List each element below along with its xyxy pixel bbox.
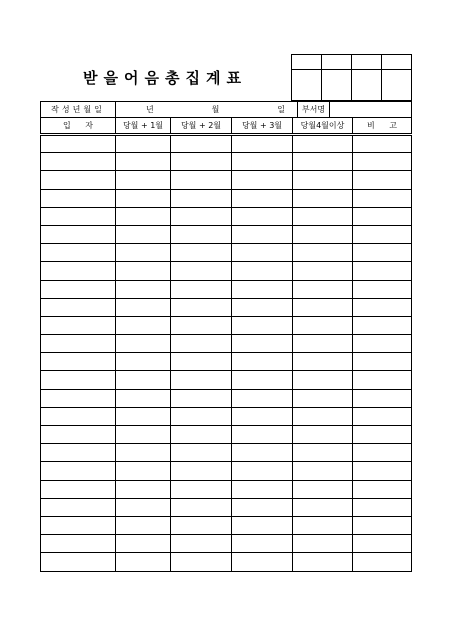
table-cell[interactable] — [232, 553, 293, 571]
table-cell[interactable] — [41, 225, 116, 243]
table-cell[interactable] — [353, 462, 412, 480]
table-row — [41, 480, 412, 498]
table-cell[interactable] — [353, 244, 412, 262]
column-header-month2: 당월 + 2월 — [171, 118, 232, 135]
table-cell[interactable] — [293, 244, 353, 262]
table-cell[interactable] — [171, 426, 232, 444]
table-cell[interactable] — [293, 225, 353, 243]
table-cell[interactable] — [293, 316, 353, 334]
table-cell[interactable] — [116, 262, 171, 280]
table-cell[interactable] — [171, 353, 232, 371]
table-cell[interactable] — [116, 171, 171, 189]
table-cell[interactable] — [353, 480, 412, 498]
table-cell[interactable] — [116, 280, 171, 298]
approval-sign-cell[interactable] — [352, 70, 382, 101]
table-row — [41, 207, 412, 225]
table-cell[interactable] — [232, 280, 293, 298]
table-cell[interactable] — [41, 207, 116, 225]
table-cell[interactable] — [116, 225, 171, 243]
table-row — [41, 444, 412, 462]
table-row — [41, 462, 412, 480]
table-cell[interactable] — [41, 371, 116, 389]
table-cell[interactable] — [41, 444, 116, 462]
table-cell[interactable] — [41, 316, 116, 334]
table-cell[interactable] — [171, 462, 232, 480]
table-cell[interactable] — [293, 298, 353, 316]
table-cell[interactable] — [353, 316, 412, 334]
table-row — [41, 426, 412, 444]
column-header-entry-part: 자 — [85, 121, 93, 130]
table-cell[interactable] — [116, 153, 171, 171]
table-cell[interactable] — [116, 389, 171, 407]
month-label: 월 — [211, 105, 220, 114]
table-row — [41, 498, 412, 516]
table-cell[interactable] — [171, 280, 232, 298]
day-label: 일 — [277, 105, 285, 114]
table-cell[interactable] — [232, 535, 293, 553]
table-cell[interactable] — [116, 298, 171, 316]
table-cell[interactable] — [232, 298, 293, 316]
table-row — [41, 135, 412, 153]
table-cell[interactable] — [41, 535, 116, 553]
table-cell[interactable] — [171, 171, 232, 189]
table-cell[interactable] — [116, 353, 171, 371]
table-cell[interactable] — [41, 335, 116, 353]
table-cell[interactable] — [116, 189, 171, 207]
table-cell[interactable] — [171, 389, 232, 407]
table-cell[interactable] — [232, 244, 293, 262]
table-cell[interactable] — [293, 480, 353, 498]
table-cell[interactable] — [171, 444, 232, 462]
table-cell[interactable] — [171, 298, 232, 316]
table-cell[interactable] — [116, 444, 171, 462]
table-cell[interactable] — [353, 535, 412, 553]
table-cell[interactable] — [232, 444, 293, 462]
table-cell[interactable] — [232, 462, 293, 480]
table-cell[interactable] — [171, 153, 232, 171]
table-cell[interactable] — [41, 462, 116, 480]
table-cell[interactable] — [41, 353, 116, 371]
table-cell[interactable] — [293, 280, 353, 298]
column-header-entry-part: 입 — [63, 121, 71, 130]
table-cell[interactable] — [41, 553, 116, 571]
table-cell[interactable] — [232, 426, 293, 444]
table-cell[interactable] — [232, 189, 293, 207]
table-row — [41, 353, 412, 371]
table-row — [41, 371, 412, 389]
table-cell[interactable] — [171, 480, 232, 498]
table-row — [41, 280, 412, 298]
table-row — [41, 316, 412, 334]
table-row — [41, 407, 412, 425]
table-cell[interactable] — [116, 535, 171, 553]
table-cell[interactable] — [41, 498, 116, 516]
table-cell[interactable] — [353, 225, 412, 243]
ledger-body — [41, 135, 412, 572]
date-field[interactable] — [116, 102, 298, 118]
table-cell[interactable] — [353, 298, 412, 316]
approval-sign-cell[interactable] — [292, 70, 322, 101]
approval-header-cell — [292, 55, 322, 70]
meta-row — [40, 101, 412, 118]
table-cell[interactable] — [41, 298, 116, 316]
table-cell[interactable] — [41, 407, 116, 425]
table-cell[interactable] — [171, 225, 232, 243]
table-cell[interactable] — [171, 553, 232, 571]
table-cell[interactable] — [293, 444, 353, 462]
table-cell[interactable] — [232, 171, 293, 189]
table-cell[interactable] — [116, 553, 171, 571]
table-row — [41, 516, 412, 534]
table-cell[interactable] — [41, 389, 116, 407]
table-cell[interactable] — [293, 407, 353, 425]
table-row — [41, 225, 412, 243]
table-cell[interactable] — [353, 444, 412, 462]
table-cell[interactable] — [353, 516, 412, 534]
table-cell[interactable] — [353, 335, 412, 353]
table-row — [41, 535, 412, 553]
table-cell[interactable] — [232, 480, 293, 498]
table-row — [41, 244, 412, 262]
table-cell[interactable] — [232, 316, 293, 334]
table-cell[interactable] — [41, 516, 116, 534]
table-cell[interactable] — [116, 498, 171, 516]
table-cell[interactable] — [171, 135, 232, 153]
table-cell[interactable] — [293, 353, 353, 371]
table-row — [41, 389, 412, 407]
table-cell[interactable] — [353, 207, 412, 225]
table-cell[interactable] — [116, 480, 171, 498]
column-header-remarks — [353, 118, 412, 135]
table-cell[interactable] — [116, 135, 171, 153]
table-cell[interactable] — [116, 335, 171, 353]
table-row — [41, 189, 412, 207]
table-cell[interactable] — [353, 153, 412, 171]
table-cell[interactable] — [293, 389, 353, 407]
table-row — [41, 298, 412, 316]
column-header-entry — [41, 118, 116, 135]
table-cell[interactable] — [232, 353, 293, 371]
table-cell[interactable] — [293, 535, 353, 553]
table-cell[interactable] — [353, 498, 412, 516]
table-cell[interactable] — [353, 426, 412, 444]
table-cell[interactable] — [171, 189, 232, 207]
table-cell[interactable] — [293, 153, 353, 171]
table-cell[interactable] — [116, 207, 171, 225]
table-cell[interactable] — [353, 280, 412, 298]
approval-header-cell — [322, 55, 352, 70]
table-cell[interactable] — [171, 262, 232, 280]
date-label: 작성년월일 — [41, 102, 116, 118]
form-title: 받을어음총집계표 — [83, 69, 247, 87]
table-cell[interactable] — [293, 498, 353, 516]
approval-box — [291, 54, 412, 101]
table-cell[interactable] — [293, 262, 353, 280]
table-cell[interactable] — [116, 407, 171, 425]
table-cell[interactable] — [171, 316, 232, 334]
table-cell[interactable] — [293, 462, 353, 480]
column-header-remarks-part: 비 — [367, 121, 375, 130]
table-cell[interactable] — [41, 189, 116, 207]
table-cell[interactable] — [232, 371, 293, 389]
approval-sign-cell[interactable] — [322, 70, 352, 101]
table-cell[interactable] — [232, 262, 293, 280]
table-cell[interactable] — [232, 335, 293, 353]
table-row — [41, 153, 412, 171]
table-cell[interactable] — [41, 480, 116, 498]
table-cell[interactable] — [171, 535, 232, 553]
table-cell[interactable] — [116, 462, 171, 480]
table-cell[interactable] — [232, 498, 293, 516]
table-cell[interactable] — [116, 426, 171, 444]
table-cell[interactable] — [293, 516, 353, 534]
dept-label: 부서명 — [298, 102, 330, 118]
ledger-table — [40, 117, 412, 572]
table-cell[interactable] — [353, 371, 412, 389]
table-cell[interactable] — [41, 244, 116, 262]
table-row — [41, 553, 412, 571]
table-cell[interactable] — [171, 516, 232, 534]
table-cell[interactable] — [293, 553, 353, 571]
table-cell[interactable] — [293, 189, 353, 207]
table-cell[interactable] — [293, 426, 353, 444]
table-row — [41, 335, 412, 353]
table-cell[interactable] — [41, 171, 116, 189]
table-cell[interactable] — [171, 371, 232, 389]
table-cell[interactable] — [293, 207, 353, 225]
column-header-month3: 당월 + 3월 — [232, 118, 293, 135]
approval-header-cell — [382, 55, 412, 70]
table-cell[interactable] — [116, 371, 171, 389]
table-cell[interactable] — [41, 135, 116, 153]
table-cell[interactable] — [41, 153, 116, 171]
year-label: 년 — [146, 105, 154, 114]
table-cell[interactable] — [232, 135, 293, 153]
table-cell[interactable] — [353, 553, 412, 571]
table-row — [41, 171, 412, 189]
table-cell[interactable] — [353, 171, 412, 189]
table-cell[interactable] — [353, 389, 412, 407]
table-cell[interactable] — [116, 516, 171, 534]
table-cell[interactable] — [353, 135, 412, 153]
table-cell[interactable] — [41, 262, 116, 280]
table-row — [41, 262, 412, 280]
table-cell[interactable] — [232, 389, 293, 407]
table-cell[interactable] — [293, 335, 353, 353]
table-cell[interactable] — [116, 316, 171, 334]
column-header-month4plus: 당월4월이상 — [293, 118, 353, 135]
table-cell[interactable] — [171, 335, 232, 353]
table-cell[interactable] — [353, 189, 412, 207]
table-cell[interactable] — [353, 262, 412, 280]
column-header-month1: 당월 + 1월 — [116, 118, 171, 135]
table-cell[interactable] — [171, 407, 232, 425]
table-cell[interactable] — [232, 516, 293, 534]
table-cell[interactable] — [293, 371, 353, 389]
approval-sign-cell[interactable] — [382, 70, 412, 101]
table-cell[interactable] — [353, 407, 412, 425]
table-cell[interactable] — [171, 207, 232, 225]
table-cell[interactable] — [232, 407, 293, 425]
dept-field[interactable] — [330, 102, 412, 118]
table-cell[interactable] — [41, 280, 116, 298]
column-header-remarks-part: 고 — [389, 121, 397, 130]
table-cell[interactable] — [171, 498, 232, 516]
table-cell[interactable] — [293, 135, 353, 153]
table-cell[interactable] — [353, 353, 412, 371]
table-cell[interactable] — [41, 426, 116, 444]
table-cell[interactable] — [293, 171, 353, 189]
approval-header-cell — [352, 55, 382, 70]
table-cell[interactable] — [116, 244, 171, 262]
table-cell[interactable] — [171, 244, 232, 262]
table-cell[interactable] — [232, 225, 293, 243]
table-cell[interactable] — [232, 207, 293, 225]
table-cell[interactable] — [232, 153, 293, 171]
